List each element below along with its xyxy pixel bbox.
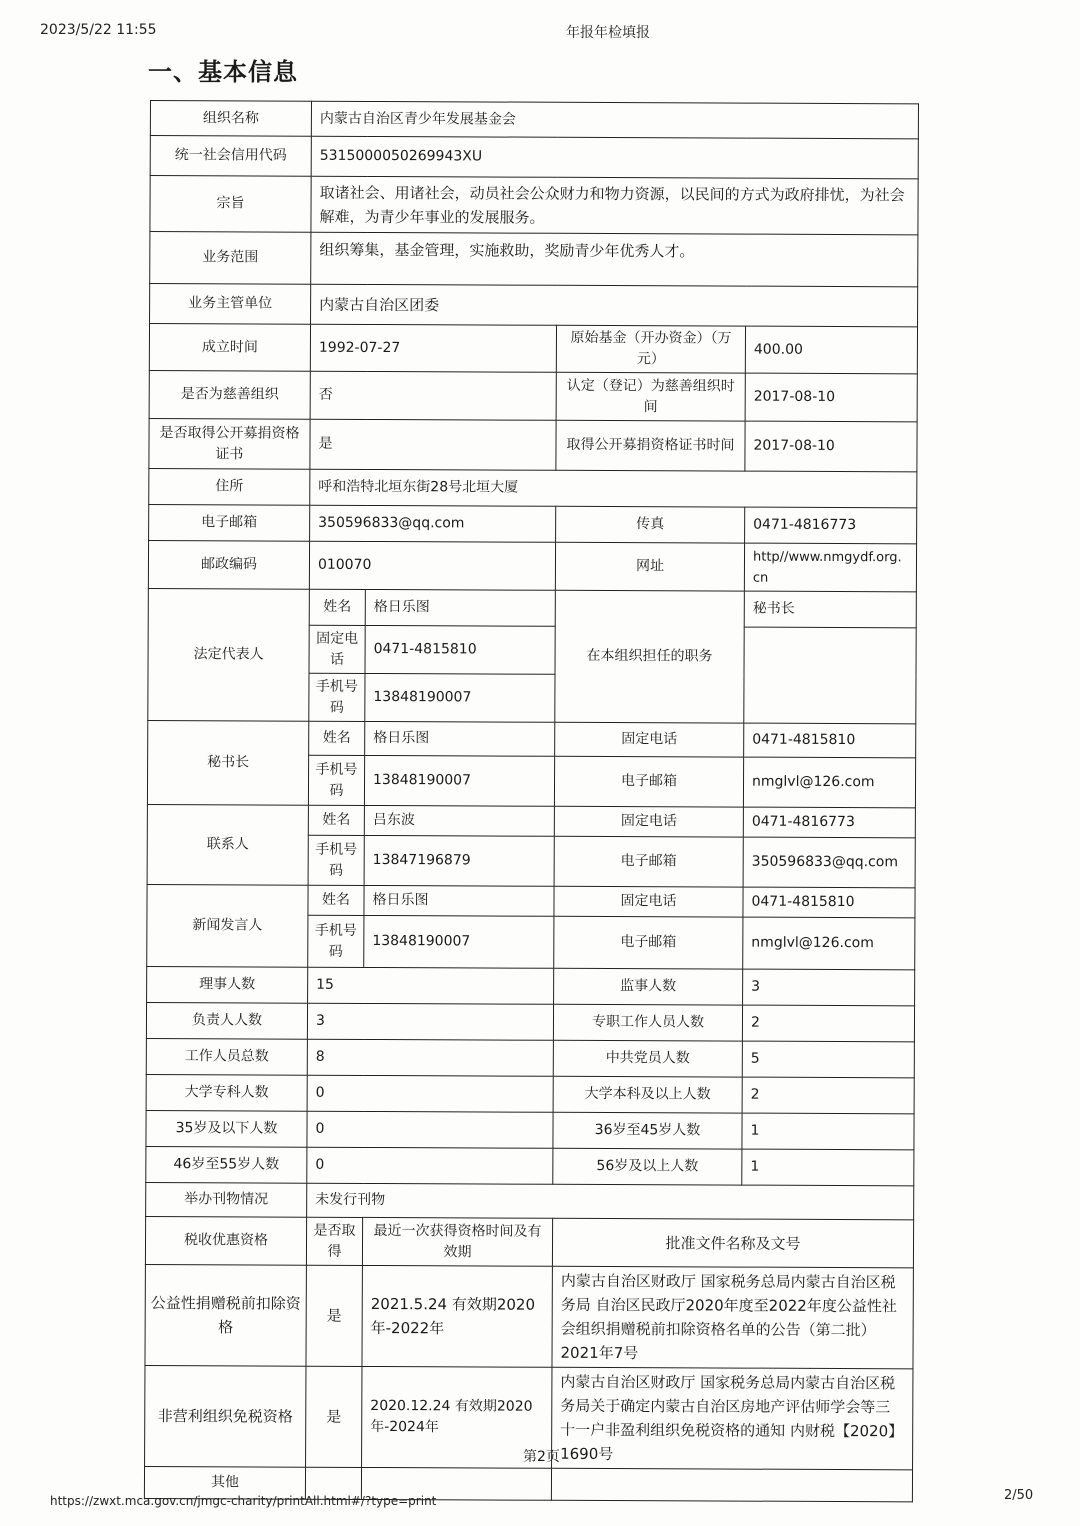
row-founded	[149, 324, 917, 374]
publication-label: 举办刊物情况	[146, 1182, 307, 1217]
contact-email-value: 350596833@qq.com	[743, 837, 915, 888]
row-contact-name	[147, 804, 915, 837]
row-purpose	[150, 176, 918, 235]
legal-rep-mobile-value: 13848190007	[365, 673, 555, 722]
stat-value: 3	[743, 969, 915, 1006]
legal-rep-mobile-label: 手机号码	[309, 673, 365, 721]
org-name-label: 组织名称	[150, 101, 311, 137]
row-tax-deduction	[145, 1264, 913, 1368]
tax-col-doc: 批准文件名称及文号	[552, 1218, 913, 1268]
legal-rep-label: 法定代表人	[148, 588, 310, 721]
footer-url: https://zwxt.mca.gov.cn/jmgc-charity/printAll.html#/?type=print	[50, 1494, 437, 1508]
basic-info-form	[144, 100, 918, 1502]
tax-row-time: 2020.12.24 有效期2020年-2024年	[362, 1366, 552, 1468]
spokesperson-name-label: 姓名	[308, 885, 364, 915]
stat-label: 35岁及以下人数	[146, 1110, 307, 1147]
tax-row-obtained: 是	[306, 1265, 362, 1366]
row-fundraise	[149, 418, 917, 471]
legal-rep-phone-label: 固定电话	[309, 625, 365, 673]
secretary-email-label: 电子邮箱	[554, 756, 743, 807]
row-email-fax	[149, 504, 917, 543]
contact-mobile-label: 手机号码	[308, 835, 364, 885]
tax-col-obtained: 是否取得	[306, 1217, 362, 1265]
tax-row-time: 2021.5.24 有效期2020年-2022年	[362, 1265, 552, 1367]
spokesperson-phone-label: 固定电话	[554, 886, 743, 917]
tax-row-doc	[551, 1468, 912, 1502]
stat-value: 8	[307, 1039, 553, 1076]
stat-value: 15	[308, 967, 554, 1004]
spokesperson-name-value: 格日乐图	[364, 885, 554, 916]
legal-rep-position-blank	[744, 627, 916, 724]
print-datetime: 2023/5/22 11:55	[40, 22, 157, 38]
row-stats	[146, 1146, 914, 1185]
row-supervisor	[150, 284, 918, 327]
fund-value: 400.00	[745, 326, 917, 374]
postcode-label: 邮政编码	[148, 540, 309, 589]
charity-date-value: 2017-08-10	[745, 373, 917, 422]
stat-label: 中共党员人数	[553, 1040, 742, 1077]
contact-phone-label: 固定电话	[554, 806, 743, 837]
footer-page-count: 2/50	[1004, 1488, 1034, 1503]
stat-label: 工作人员总数	[146, 1038, 307, 1075]
row-stats	[146, 1074, 914, 1113]
address-value: 呼和浩特北垣东街28号北垣大厦	[310, 469, 917, 508]
row-publication	[146, 1182, 914, 1219]
founded-value: 1992-07-27	[310, 324, 556, 372]
contact-phone-value: 0471-4816773	[743, 807, 915, 838]
stat-label: 56岁及以上人数	[553, 1148, 742, 1185]
spokesperson-mobile-value: 13848190007	[364, 915, 554, 968]
secretary-phone-label: 固定电话	[555, 722, 744, 757]
contact-mobile-value: 13847196879	[364, 835, 554, 886]
stat-value: 0	[307, 1147, 553, 1184]
stat-label: 大学专科人数	[146, 1074, 307, 1111]
stat-value: 1	[742, 1149, 914, 1186]
row-charity	[149, 370, 917, 421]
page-header-title: 年报年检填报	[566, 25, 650, 41]
secretary-phone-value: 0471-4815810	[744, 723, 916, 758]
stat-label: 负责人人数	[146, 1002, 307, 1039]
fund-label: 原始基金（开办资金）（万元）	[556, 325, 745, 373]
purpose-value: 取诸社会、用诸社会，动员社会公众财力和物力资源，以民间的方式为政府排忧，为社会解难，为青少年事业的发展服务。	[311, 176, 918, 235]
tax-row-doc: 内蒙古自治区财政厅 国家税务总局内蒙古自治区税务局关于确定内蒙古自治区房地产评估师学会等三十一户非盈利组织免税资格的通知 内财税【2020】1690号	[552, 1367, 913, 1470]
row-org-name	[150, 101, 918, 139]
address-label: 住所	[149, 468, 310, 505]
website-label: 网址	[555, 542, 744, 591]
email-label: 电子邮箱	[149, 504, 310, 541]
spokesperson-email-value: nmglvl@126.com	[743, 917, 915, 970]
stat-label: 46岁至55岁人数	[146, 1146, 307, 1183]
stat-label: 36岁至45岁人数	[553, 1112, 742, 1149]
tax-row-obtained: 是	[306, 1366, 362, 1467]
scope-label: 业务范围	[150, 232, 311, 285]
contact-name-value: 吕东波	[364, 805, 554, 836]
email-value: 350596833@qq.com	[310, 505, 556, 542]
secretary-label: 秘书长	[147, 720, 308, 805]
website-value: http//www.nmgydf.org.cn	[744, 543, 916, 592]
stat-value: 2	[742, 1005, 914, 1042]
stat-label: 理事人数	[147, 966, 308, 1003]
row-scope	[150, 232, 918, 287]
supervisor-label: 业务主管单位	[150, 284, 311, 325]
tax-label: 税收优惠资格	[145, 1216, 306, 1265]
row-postcode-website	[148, 540, 916, 591]
stat-value: 3	[307, 1003, 553, 1040]
purpose-label: 宗旨	[150, 176, 311, 233]
row-legal-rep-name	[148, 588, 916, 627]
legal-rep-name-label: 姓名	[309, 589, 365, 625]
tax-col-time: 最近一次获得资格时间及有效期	[362, 1217, 552, 1266]
charity-value: 否	[310, 371, 556, 420]
founded-label: 成立时间	[149, 324, 310, 372]
charity-date-label: 认定（登记）为慈善组织时间	[556, 372, 745, 421]
legal-rep-position-label: 在本组织担任的职务	[555, 590, 745, 723]
credit-code-value: 5315000050269943XU	[311, 136, 918, 179]
stat-label: 专职工作人员人数	[553, 1004, 742, 1041]
stat-value: 5	[742, 1041, 914, 1078]
publication-value: 未发行刊物	[307, 1183, 914, 1220]
stat-value: 0	[307, 1111, 553, 1148]
tax-row-label: 公益性捐赠税前扣除资格	[145, 1264, 306, 1366]
spokesperson-mobile-label: 手机号码	[308, 915, 364, 967]
contact-name-label: 姓名	[308, 805, 364, 835]
legal-rep-name-value: 格日乐图	[365, 589, 555, 626]
tax-row-label: 非营利组织免税资格	[145, 1365, 306, 1467]
stat-value: 2	[742, 1077, 914, 1114]
scope-value: 组织筹集，基金管理，实施救助，奖励青少年优秀人才。	[311, 232, 918, 287]
legal-rep-position-value: 秘书长	[744, 591, 916, 628]
row-stats	[147, 966, 915, 1005]
secretary-mobile-label: 手机号码	[308, 755, 364, 805]
spokesperson-email-label: 电子邮箱	[554, 916, 743, 969]
row-spokesperson-name	[147, 884, 915, 917]
row-stats	[146, 1002, 914, 1041]
section-title: 一、基本信息	[148, 58, 298, 86]
spokesperson-label: 新闻发言人	[147, 884, 308, 967]
row-stats	[146, 1038, 914, 1077]
stat-label: 大学本科及以上人数	[553, 1076, 742, 1113]
basic-info-table	[144, 100, 919, 1502]
tax-row-label: 其他	[144, 1466, 305, 1499]
supervisor-value: 内蒙古自治区团委	[311, 284, 918, 327]
row-secretary-name	[148, 720, 916, 757]
contact-label: 联系人	[147, 804, 308, 885]
org-name-value: 内蒙古自治区青少年发展基金会	[311, 101, 918, 139]
fundraise-value: 是	[310, 419, 556, 470]
credit-code-label: 统一社会信用代码	[150, 136, 311, 177]
fundraise-label: 是否取得公开募捐资格证书	[149, 418, 310, 469]
secretary-name-value: 格日乐图	[365, 721, 555, 756]
contact-email-label: 电子邮箱	[554, 836, 743, 887]
secretary-email-value: nmglvl@126.com	[743, 757, 915, 808]
secretary-mobile-value: 13848190007	[364, 755, 554, 806]
page-number-mark: 第2页	[523, 1449, 560, 1465]
fax-label: 传真	[556, 506, 745, 543]
fundraise-date-label: 取得公开募捐资格证书时间	[556, 420, 745, 471]
fax-value: 0471-4816773	[745, 507, 917, 544]
row-stats	[146, 1110, 914, 1149]
row-address	[149, 468, 917, 507]
stat-value: 0	[307, 1075, 553, 1112]
legal-rep-phone-value: 0471-4815810	[365, 625, 555, 674]
tax-row-doc: 内蒙古自治区财政厅 国家税务总局内蒙古自治区税务局 自治区民政厅2020年度至2022年度公益性社会组织捐赠税前扣除资格名单的公告（第二批）2021年7号	[552, 1266, 913, 1369]
charity-label: 是否为慈善组织	[149, 370, 310, 419]
postcode-value: 010070	[309, 541, 555, 590]
stat-value: 1	[742, 1113, 914, 1150]
stat-label: 监事人数	[554, 968, 743, 1005]
row-credit-code	[150, 136, 918, 179]
row-tax-header	[145, 1216, 913, 1267]
spokesperson-phone-value: 0471-4815810	[743, 887, 915, 918]
secretary-name-label: 姓名	[309, 721, 365, 755]
fundraise-date-value: 2017-08-10	[745, 421, 917, 472]
